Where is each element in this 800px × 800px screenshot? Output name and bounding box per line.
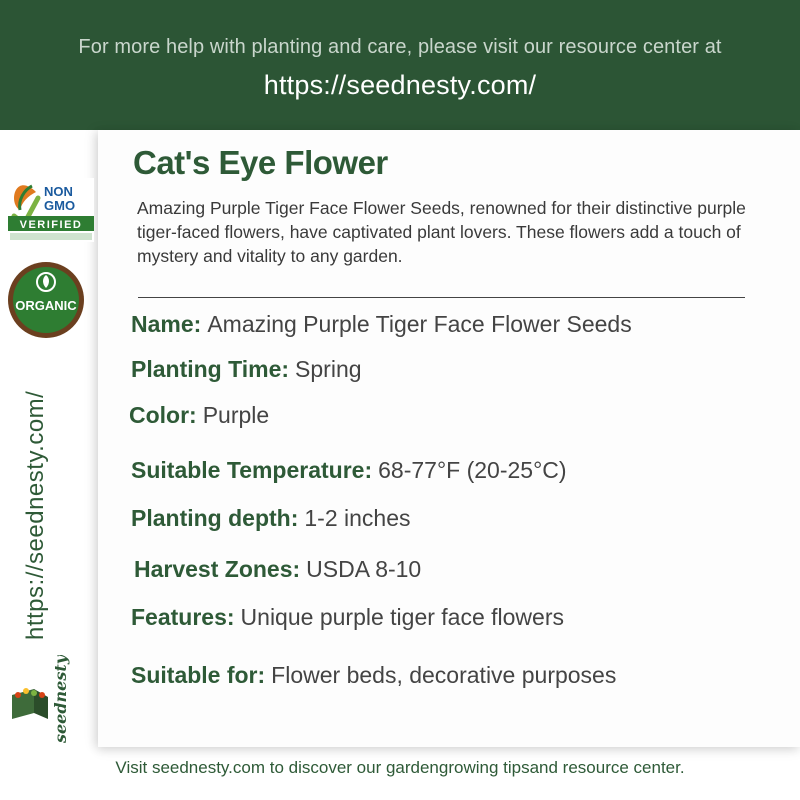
spec-label: Planting depth:: [131, 505, 299, 531]
spec-value: Purple: [202, 402, 270, 428]
banner-url-link[interactable]: https://seednesty.com/: [263, 70, 537, 100]
svg-text:VERIFIED: VERIFIED: [19, 219, 83, 231]
non-gmo-verified-badge-icon: [8, 178, 94, 242]
product-description: Amazing Purple Tiger Face Flower Seeds, renowned for their distinctive purple tiger-faced flowers, have captivated plant lovers. These flowers add a touch of mystery and vitality to any garden.: [137, 198, 746, 266]
spec-row-temperature: [131, 457, 567, 484]
spec-row-color: [129, 402, 269, 429]
spec-label: Features:: [131, 604, 235, 630]
spec-label: Harvest Zones:: [134, 556, 301, 582]
spec-value: Spring: [295, 356, 362, 382]
organic-badge-icon: [6, 260, 86, 340]
divider: [138, 297, 745, 298]
spec-row-features: [131, 604, 564, 631]
spec-label: Planting Time:: [131, 356, 290, 382]
spec-row-planting-depth: [131, 505, 411, 532]
spec-value: Flower beds, decorative purposes: [271, 662, 617, 688]
spec-value: 1-2 inches: [304, 505, 411, 531]
spec-row-harvest-zones: [134, 556, 421, 583]
sidebar-vertical-url: https://seednesty.com/: [22, 390, 49, 640]
svg-text:seednesty: seednesty: [51, 655, 70, 743]
spec-value: Amazing Purple Tiger Face Flower Seeds: [207, 311, 632, 337]
spec-value: USDA 8-10: [306, 556, 422, 582]
spec-row-suitable-for: [131, 662, 616, 689]
banner-help-text: For more help with planting and care, please visit our resource center at: [78, 36, 722, 58]
svg-text:GMO: GMO: [44, 198, 76, 213]
svg-text:NON: NON: [44, 184, 73, 199]
spec-label: Suitable for:: [131, 662, 266, 688]
spec-label: Color:: [129, 402, 197, 428]
spec-value: 68-77°F (20-25°C): [378, 457, 567, 483]
spec-row-planting-time: [131, 356, 362, 383]
spec-row-name: [131, 311, 632, 338]
spec-label: Suitable Temperature:: [131, 457, 373, 483]
seednesty-logo-icon: [4, 655, 84, 745]
product-title: Cat's Eye Flower: [133, 144, 388, 181]
spec-value: Unique purple tiger face flowers: [240, 604, 564, 630]
spec-label: Name:: [131, 311, 202, 337]
footer-note: Visit seednesty.com to discover our gardengrowing tipsand resource center.: [115, 758, 685, 777]
svg-text:ORGANIC: ORGANIC: [15, 298, 77, 313]
top-banner: [0, 0, 800, 130]
